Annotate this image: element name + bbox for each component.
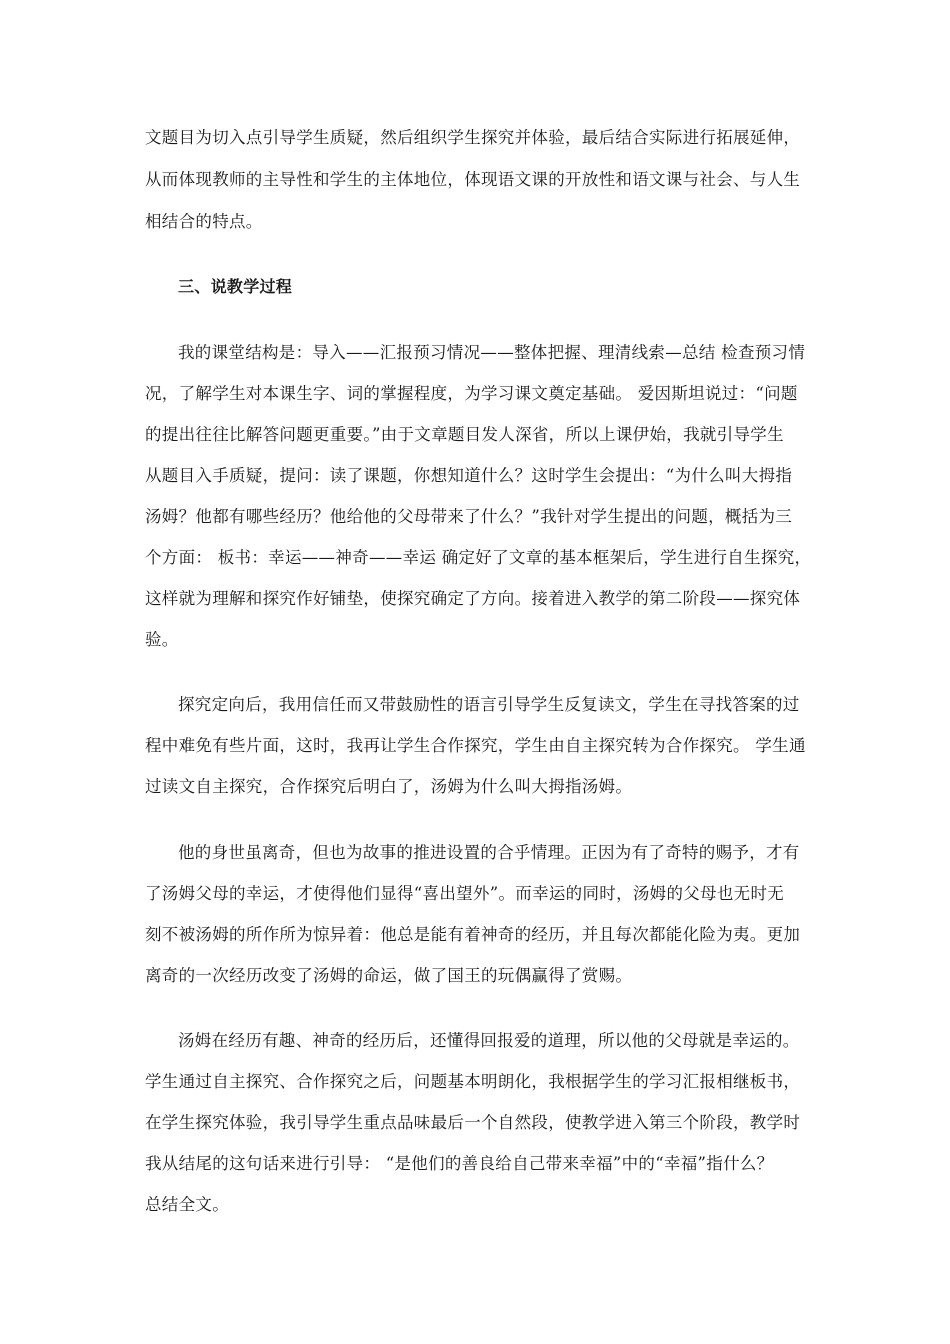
p2-line-1: 我的课堂结构是：导入——汇报预习情况——整体把握、理清线索—总结 检查预习情 [178, 343, 806, 362]
p2-line-8: 验。 [145, 630, 179, 649]
p4-line-3: 刻不被汤姆的所作所为惊异着：他总是能有着神奇的经历，并且每次都能化险为夷。更加 [145, 925, 801, 944]
p3-line-1: 探究定向后，我用信任而又带鼓励性的语言引导学生反复读文，学生在寻找答案的过 [178, 695, 800, 714]
p5-line-4: 我从结尾的这句话来进行引导： “是他们的善良给自己带来幸福”中的“幸福”指什么？ [145, 1154, 774, 1173]
p2-line-3: 的提出往往比解答问题更重要。”由于文章题目发人深省，所以上课伊始，我就引导学生 [145, 425, 784, 444]
p4-line-1: 他的身世虽离奇，但也为故事的推进设置的合乎情理。正因为有了奇特的赐予，才有 [178, 843, 800, 862]
p5-line-5: 总结全文。 [145, 1195, 229, 1214]
p3-line-2: 程中难免有些片面，这时，我再让学生合作探究，学生由自主探究转为合作探究。 学生通 [145, 736, 806, 755]
p2-line-6: 个方面： 板书：幸运——神奇——幸运 确定好了文章的基本框架后，学生进行自生探究， [145, 548, 812, 567]
p2-line-7: 这样就为理解和探究作好铺垫，使探究确定了方向。接着进入教学的第二阶段——探究体 [145, 589, 801, 608]
p5-line-3: 在学生探究体验，我引导学生重点品味最后一个自然段，使教学进入第三个阶段，教学时 [145, 1113, 801, 1132]
p2-line-4: 从题目入手质疑，提问：读了课题，你想知道什么？这时学生会提出：“为什么叫大拇指 [145, 466, 793, 485]
p4-line-2: 了汤姆父母的幸运，才使得他们显得“喜出望外”。而幸运的同时，汤姆的父母也无时无 [145, 884, 785, 903]
section-heading: 三、说教学过程 [178, 277, 293, 296]
p1-line-1: 文题目为切入点引导学生质疑，然后组织学生探究并体验，最后结合实际进行拓展延伸， [145, 128, 801, 147]
p2-line-5: 汤姆？他都有哪些经历？他给他的父母带来了什么？”我针对学生提出的问题，概括为三 [145, 507, 793, 526]
p5-line-1: 汤姆在经历有趣、神奇的经历后，还懂得回报爱的道理，所以他的父母就是幸运的。 [178, 1031, 800, 1050]
p1-line-2: 从而体现教师的主导性和学生的主体地位，体现语文课的开放性和语文课与社会、与人生 [145, 170, 801, 189]
p2-line-2: 况，了解学生对本课生字、词的掌握程度，为学习课文奠定基础。 爱因斯坦说过：“问题 [145, 384, 798, 403]
p4-line-4: 离奇的一次经历改变了汤姆的命运，做了国王的玩偶赢得了赏赐。 [145, 966, 633, 985]
p5-line-2: 学生通过自主探究、合作探究之后，问题基本明朗化，我根据学生的学习汇报相继板书， [145, 1072, 801, 1091]
p3-line-3: 过读文自主探究，合作探究后明白了，汤姆为什么叫大拇指汤姆。 [145, 777, 633, 796]
p1-line-3: 相结合的特点。 [145, 212, 263, 231]
